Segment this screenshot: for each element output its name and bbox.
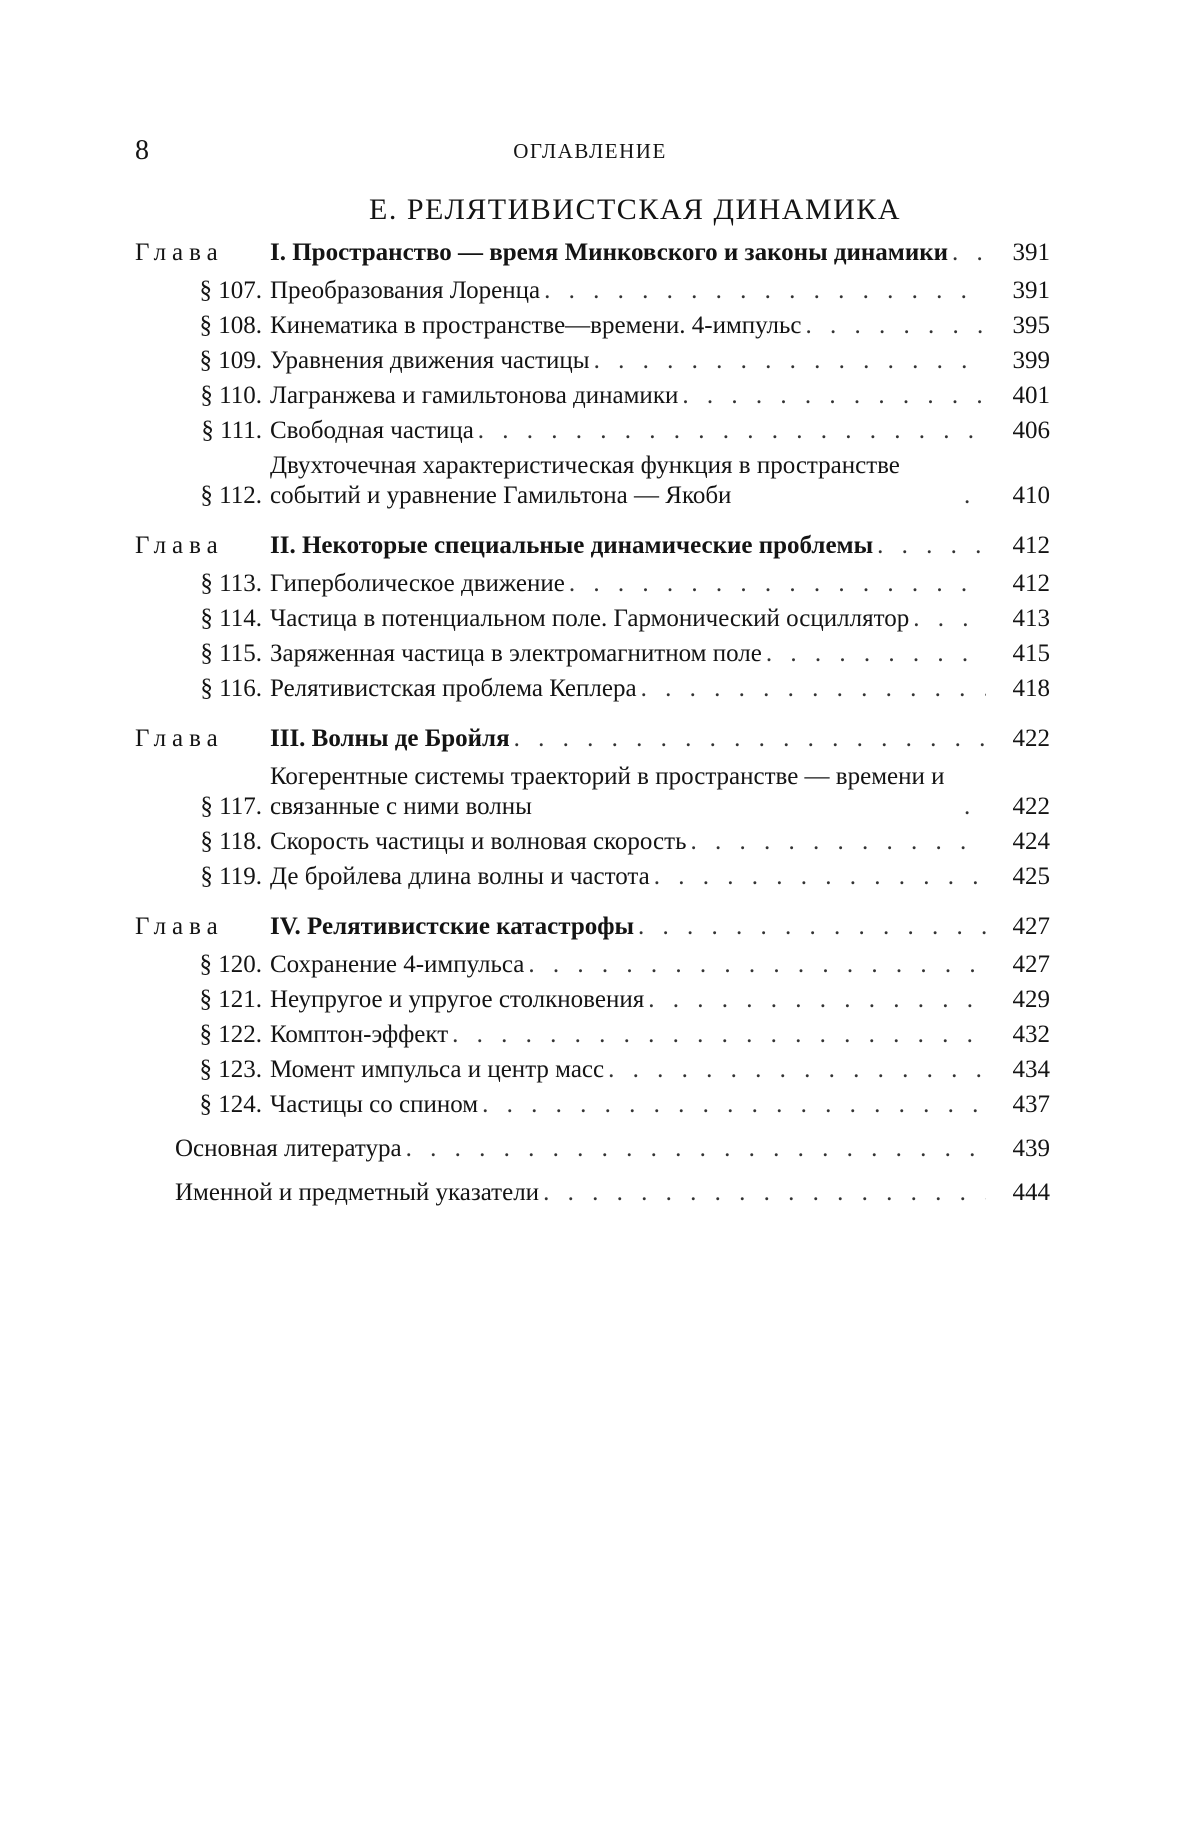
chapter-heading-row[interactable]	[135, 912, 1050, 942]
paragraph-number: § 120.	[199, 951, 262, 978]
leader-dots	[766, 639, 986, 669]
paragraph-title: Релятивистская проблема Кеплера	[270, 675, 637, 702]
toc-entry[interactable]	[135, 1020, 1050, 1050]
paragraph-page: 412	[1012, 570, 1050, 597]
paragraph-page: 432	[1012, 1021, 1050, 1048]
toc-entry[interactable]	[135, 985, 1050, 1015]
leader-dots	[514, 724, 986, 754]
leader-dots	[406, 1134, 986, 1164]
paragraph-number: § 108.	[199, 312, 262, 339]
paragraph-page: 395	[1012, 312, 1050, 339]
chapter-page: 412	[1012, 532, 1050, 559]
chapter-title: IV. Релятивистские катастрофы	[270, 913, 635, 940]
paragraph-number: § 107.	[199, 277, 262, 304]
running-head: ОГЛАВЛЕНИЕ	[513, 139, 667, 163]
paragraph-page: 425	[1012, 863, 1050, 890]
toc-entry[interactable]	[135, 639, 1050, 669]
toc-entry[interactable]	[135, 569, 1050, 599]
paragraph-page: 429	[1012, 986, 1050, 1013]
paragraph-title: Сохранение 4-импульса	[270, 951, 525, 978]
paragraph-page: 418	[1012, 675, 1050, 702]
paragraph-number: § 121.	[199, 986, 262, 1013]
toc-entry[interactable]	[135, 416, 1050, 446]
paragraph-page: 410	[1012, 482, 1050, 509]
paragraph-title: Неупругое и упругое столкновения	[270, 986, 645, 1013]
paragraph-number: § 110.	[200, 382, 262, 409]
chapter-page: 422	[1012, 725, 1050, 752]
back-matter-title: Именной и предметный указатели	[175, 1179, 540, 1206]
toc-entry[interactable]	[135, 276, 1050, 306]
back-matter-page: 439	[1012, 1135, 1050, 1162]
paragraph-title: Скорость частицы и волновая скорость	[270, 828, 687, 855]
paragraph-title: Частицы со спином	[270, 1091, 479, 1118]
toc-entry[interactable]	[135, 827, 1050, 857]
paragraph-page: 406	[1012, 417, 1050, 444]
leader-dots	[913, 604, 986, 634]
section-title: Е. РЕЛЯТИВИСТСКАЯ ДИНАМИКА	[369, 193, 901, 226]
leader-dots	[528, 950, 986, 980]
paragraph-title: Преобразования Лоренца	[270, 277, 541, 304]
leader-dots	[452, 1020, 986, 1050]
chapter-3	[135, 724, 1050, 754]
toc-entry[interactable]	[135, 451, 1050, 511]
paragraph-page: 437	[1012, 1091, 1050, 1118]
leader-dots	[638, 912, 986, 942]
paragraph-page: 415	[1012, 640, 1050, 667]
paragraph-page: 434	[1012, 1056, 1050, 1083]
leader-dots	[690, 827, 986, 857]
leader-dots	[682, 381, 986, 411]
chapter-heading-row[interactable]	[135, 724, 1050, 754]
paragraph-page: 424	[1012, 828, 1050, 855]
paragraph-title: Комптон-эффект	[270, 1021, 449, 1048]
back-matter-title: Основная литература	[175, 1135, 402, 1162]
chapter-2	[135, 531, 1050, 561]
chapter-label: Глава	[135, 532, 224, 559]
paragraph-page: 401	[1012, 382, 1050, 409]
leader-dots	[594, 346, 986, 376]
chapter-1	[135, 238, 1050, 268]
chapter-title: II. Некоторые специальные динамические проблемы	[270, 532, 874, 559]
paragraph-number: § 115.	[200, 640, 262, 667]
toc-entry-bibliography[interactable]	[135, 1134, 1050, 1164]
paragraph-title: Частица в потенциальном поле. Гармонический осциллятор	[270, 605, 910, 632]
leader-dots	[569, 569, 986, 599]
paragraph-number: § 109.	[199, 347, 262, 374]
chapter-heading-row[interactable]	[135, 531, 1050, 561]
leader-dots	[964, 481, 986, 511]
toc-entry[interactable]	[135, 762, 1050, 822]
toc-entry[interactable]	[135, 1090, 1050, 1120]
paragraph-page: 413	[1012, 605, 1050, 632]
paragraph-number: § 112.	[200, 482, 262, 509]
paragraph-title: Гиперболическое движение	[270, 570, 565, 597]
toc-entry[interactable]	[135, 311, 1050, 341]
toc-entry[interactable]	[135, 1055, 1050, 1085]
paragraph-title: Де бройлева длина волны и частота	[270, 863, 650, 890]
paragraph-title: Момент импульса и центр масс	[270, 1056, 605, 1083]
leader-dots	[806, 311, 986, 341]
paragraph-number: § 116.	[200, 675, 262, 702]
leader-dots	[641, 674, 986, 704]
paragraph-number: § 117.	[200, 793, 262, 820]
toc-entry[interactable]	[135, 346, 1050, 376]
chapter-label: Глава	[135, 725, 224, 752]
toc-entry[interactable]	[135, 604, 1050, 634]
paragraph-title: Заряженная частица в электромагнитном поле	[270, 640, 762, 667]
chapter-title: I. Пространство — время Минковского и законы динамики	[270, 239, 949, 266]
chapter-label: Глава	[135, 913, 224, 940]
paragraph-page: 391	[1012, 277, 1050, 304]
leader-dots	[648, 985, 986, 1015]
leader-dots	[544, 276, 986, 306]
paragraph-title: Свободная частица	[270, 417, 474, 444]
paragraph-title: Кинематика в пространстве—времени. 4-импульс	[270, 312, 802, 339]
leader-dots	[608, 1055, 986, 1085]
paragraph-number: § 118.	[200, 828, 262, 855]
toc-entry[interactable]	[135, 674, 1050, 704]
table-of-contents	[135, 238, 1050, 1208]
page-number: 8	[135, 135, 149, 166]
paragraph-number: § 122.	[199, 1021, 262, 1048]
leader-dots	[877, 531, 986, 561]
paragraph-number: § 114.	[200, 605, 262, 632]
toc-entry[interactable]	[135, 950, 1050, 980]
paragraph-page: 399	[1012, 347, 1050, 374]
paragraph-number: § 111.	[201, 417, 262, 444]
paragraph-page: 422	[1012, 793, 1050, 820]
leader-dots	[654, 862, 986, 892]
leader-dots	[964, 792, 986, 822]
chapter-page: 391	[1012, 239, 1050, 266]
paragraph-title: Лагранжева и гамильтонова динамики	[270, 382, 679, 409]
toc-entry[interactable]	[135, 381, 1050, 411]
toc-entry-index[interactable]	[135, 1178, 1050, 1208]
leader-dots	[478, 416, 986, 446]
back-matter-page: 444	[1012, 1179, 1050, 1206]
paragraph-page: 427	[1012, 951, 1050, 978]
paragraph-number: § 119.	[200, 863, 262, 890]
paragraph-number: § 123.	[199, 1056, 262, 1083]
leader-dots	[482, 1090, 986, 1120]
chapter-title: III. Волны де Бройля	[270, 725, 510, 752]
chapter-page: 427	[1012, 913, 1050, 940]
page-header	[135, 135, 1045, 171]
paragraph-number: § 113.	[200, 570, 262, 597]
chapter-label: Глава	[135, 239, 224, 266]
paragraph-title: Уравнения движения частицы	[270, 347, 590, 374]
leader-dots	[543, 1178, 986, 1208]
leader-dots	[952, 238, 986, 268]
chapter-heading-row[interactable]	[135, 238, 1050, 268]
chapter-4	[135, 912, 1050, 942]
toc-entry[interactable]	[135, 862, 1050, 892]
paragraph-number: § 124.	[199, 1091, 262, 1118]
paragraph-title: Двухточечная характеристическая функция в пространстве событий и уравнение Гамильтона — Якоби	[270, 452, 900, 509]
paragraph-title: Когерентные системы траекторий в пространстве — времени и связанные с ними волны	[270, 763, 945, 820]
